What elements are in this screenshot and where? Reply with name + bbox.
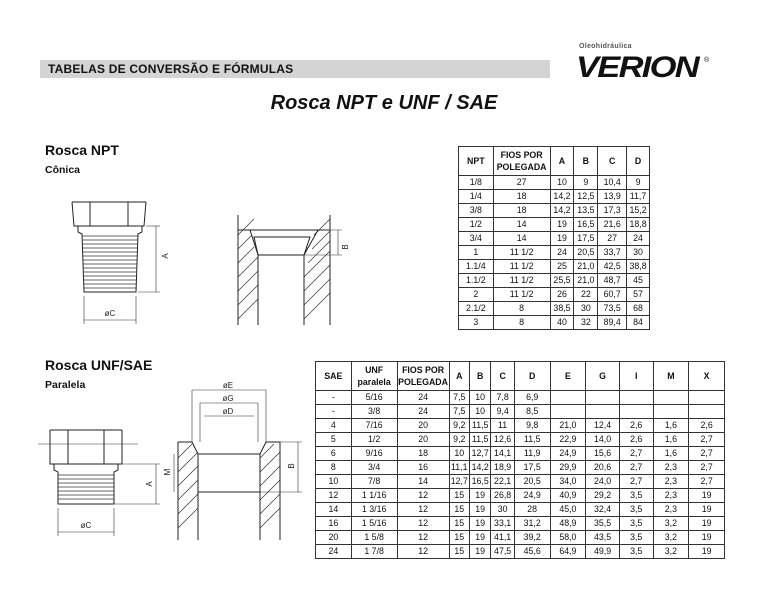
npt-table-row-cell: 18 <box>493 190 550 204</box>
unf-table-row-cell: 19 <box>689 517 725 531</box>
unf-table-row-cell: 6 <box>316 447 352 461</box>
unf-dim-g-label: øG <box>222 394 234 403</box>
npt-table-row <box>459 190 650 204</box>
npt-table-row-cell: 21,0 <box>574 260 598 274</box>
unf-table-row-cell: 2,7 <box>689 475 725 489</box>
unf-dim-m-label: M <box>163 468 172 476</box>
npt-table-row-cell: 8 <box>493 302 550 316</box>
unf-table-row-cell: 16,5 <box>469 475 490 489</box>
unf-table-row <box>316 433 725 447</box>
unf-table-row-cell: 19 <box>689 503 725 517</box>
npt-dim-c-label: øC <box>104 309 116 318</box>
npt-col-header: D <box>627 147 650 176</box>
unf-table-row-cell: 15 <box>449 545 469 559</box>
unf-table-row-cell: 19 <box>469 545 490 559</box>
unf-table-row-cell: 35,5 <box>586 517 620 531</box>
unf-table-row-cell: 45,6 <box>514 545 550 559</box>
unf-table-row-cell: 3,5 <box>619 503 653 517</box>
unf-table-row-cell: 20,5 <box>514 475 550 489</box>
npt-table-row-cell: 13,9 <box>598 190 627 204</box>
unf-table-row-cell: 1 5/16 <box>351 517 397 531</box>
unf-table-row-cell: 1,6 <box>653 433 689 447</box>
unf-table-row-cell: 20,6 <box>586 461 620 475</box>
npt-table-row-cell: 26 <box>550 288 574 302</box>
unf-table-row-cell: 10 <box>449 447 469 461</box>
npt-table-row <box>459 204 650 218</box>
unf-table-row-cell: 19 <box>689 531 725 545</box>
npt-table-row-cell: 48,7 <box>598 274 627 288</box>
unf-table-row-cell: 9/16 <box>351 447 397 461</box>
npt-dim-a-label: A <box>161 253 170 259</box>
npt-table-row-cell: 27 <box>493 176 550 190</box>
npt-table-row-cell: 32 <box>574 316 598 330</box>
unf-table-row-cell: 31,2 <box>514 517 550 531</box>
unf-table-row-cell: 10 <box>469 405 490 419</box>
unf-table-row-cell: 11,5 <box>514 433 550 447</box>
npt-table-row-cell: 73,5 <box>598 302 627 316</box>
unf-dim-e-label: øE <box>222 381 234 390</box>
npt-table-row <box>459 218 650 232</box>
unf-table-row-cell: 3,5 <box>619 531 653 545</box>
unf-table-row-cell: 2,7 <box>619 475 653 489</box>
npt-table-row-cell: 10 <box>550 176 574 190</box>
unf-table-row-cell: 19 <box>689 545 725 559</box>
npt-table-row-cell: 8 <box>493 316 550 330</box>
unf-table-row <box>316 447 725 461</box>
unf-table-row-cell: 2,3 <box>653 461 689 475</box>
unf-table-row-cell: 1 3/16 <box>351 503 397 517</box>
unf-table-row-cell: 2,7 <box>689 447 725 461</box>
unf-table-row-cell: 14,0 <box>586 433 620 447</box>
npt-col-header: NPT <box>459 147 494 176</box>
unf-table-row-cell: 28 <box>514 503 550 517</box>
unf-table-row-cell: 15 <box>449 503 469 517</box>
unf-table-row <box>316 391 725 405</box>
npt-table-row-cell: 14 <box>493 218 550 232</box>
unf-table-row-cell: 12,7 <box>469 447 490 461</box>
unf-table-row-cell: 64,9 <box>550 545 586 559</box>
npt-table-row-cell: 20,5 <box>574 246 598 260</box>
unf-dim-d-label: øD <box>222 407 234 416</box>
npt-table-row <box>459 176 650 190</box>
unf-table-row-cell: 19 <box>469 489 490 503</box>
unf-table-row-cell: 24,9 <box>514 489 550 503</box>
npt-col-header: A <box>550 147 574 176</box>
unf-table-row <box>316 419 725 433</box>
unf-table-row-cell: 45,0 <box>550 503 586 517</box>
unf-table-row-cell: 2,6 <box>689 419 725 433</box>
unf-table-row-cell: 19 <box>469 503 490 517</box>
unf-table-row-cell: 16 <box>397 461 449 475</box>
npt-table-row <box>459 232 650 246</box>
unf-table-row-cell: 24 <box>397 405 449 419</box>
unf-table-header <box>316 362 725 391</box>
unf-table-row-cell: 12 <box>397 517 449 531</box>
unf-table-row-cell: - <box>316 405 352 419</box>
unf-col-header: A <box>449 362 469 391</box>
unf-table-row-cell: - <box>316 391 352 405</box>
npt-table-row <box>459 316 650 330</box>
unf-col-header: UNF paralela <box>351 362 397 391</box>
unf-table-row-cell: 1,6 <box>653 419 689 433</box>
npt-table-row-cell: 84 <box>627 316 650 330</box>
unf-table-row-cell: 22,1 <box>491 475 514 489</box>
unf-table-row-cell: 12 <box>316 489 352 503</box>
unf-table-row-cell: 6,9 <box>514 391 550 405</box>
unf-col-header: C <box>491 362 514 391</box>
npt-col-header: B <box>574 147 598 176</box>
unf-table <box>315 361 725 559</box>
unf-section-title: Rosca UNF/SAE <box>45 357 153 373</box>
unf-table-row <box>316 475 725 489</box>
npt-table-row-cell: 10,4 <box>598 176 627 190</box>
npt-table-row-cell: 14 <box>493 232 550 246</box>
unf-table-row-cell: 17,5 <box>514 461 550 475</box>
unf-table-row-cell: 20 <box>316 531 352 545</box>
npt-table-row-cell: 3/8 <box>459 204 494 218</box>
unf-table-row-cell: 7,5 <box>449 391 469 405</box>
unf-table-row-cell: 12 <box>397 503 449 517</box>
unf-table-row-cell: 7/16 <box>351 419 397 433</box>
unf-table-row-cell: 19 <box>469 517 490 531</box>
unf-table-row-cell: 30 <box>491 503 514 517</box>
npt-table-row-cell: 14,2 <box>550 190 574 204</box>
npt-table-row-cell: 13,5 <box>574 204 598 218</box>
npt-col-header: FIOS POR POLEGADA <box>493 147 550 176</box>
unf-table-row-cell: 18 <box>397 447 449 461</box>
unf-table-row-cell: 7,5 <box>449 405 469 419</box>
npt-table-row-cell: 24 <box>550 246 574 260</box>
unf-col-header: E <box>550 362 586 391</box>
unf-table-row-cell: 2,3 <box>653 489 689 503</box>
unf-table-row-cell: 2,3 <box>653 475 689 489</box>
brand-registered-mark: ® <box>704 57 710 64</box>
unf-table-row-cell: 39,2 <box>514 531 550 545</box>
npt-table-row-cell: 18 <box>493 204 550 218</box>
unf-table-row-cell: 2,7 <box>689 433 725 447</box>
npt-table-row-cell: 19 <box>550 232 574 246</box>
unf-table-row-cell: 9,2 <box>449 433 469 447</box>
npt-table-row-cell: 1/2 <box>459 218 494 232</box>
unf-table-row-cell: 9,8 <box>514 419 550 433</box>
unf-table-row-cell <box>619 405 653 419</box>
npt-table-row-cell: 14,2 <box>550 204 574 218</box>
unf-col-header: B <box>469 362 490 391</box>
unf-col-header: M <box>653 362 689 391</box>
unf-table-row-cell: 1 5/8 <box>351 531 397 545</box>
unf-table-row-cell: 3,2 <box>653 531 689 545</box>
npt-table-row <box>459 302 650 316</box>
unf-section-subtitle: Paralela <box>45 379 86 391</box>
unf-table-row-cell: 20 <box>397 419 449 433</box>
unf-table-row-cell: 3,5 <box>619 545 653 559</box>
unf-table-row <box>316 405 725 419</box>
npt-male-fitting-drawing <box>60 192 200 332</box>
unf-dim-b-label: B <box>287 463 296 469</box>
npt-table-row-cell: 33,7 <box>598 246 627 260</box>
npt-table-header <box>459 147 650 176</box>
unf-table-row-cell: 15 <box>449 531 469 545</box>
npt-section-title: Rosca NPT <box>45 142 119 158</box>
npt-table-row-cell: 11,7 <box>627 190 650 204</box>
unf-table-row-cell: 43,5 <box>586 531 620 545</box>
unf-table-row-cell: 10 <box>316 475 352 489</box>
unf-table-row <box>316 461 725 475</box>
unf-table-row-cell: 19 <box>689 489 725 503</box>
unf-table-row-cell: 24 <box>316 545 352 559</box>
unf-table-row-cell: 15 <box>449 489 469 503</box>
npt-table-row-cell: 40 <box>550 316 574 330</box>
unf-table-row-cell: 10 <box>469 391 490 405</box>
npt-table <box>458 146 650 330</box>
npt-female-port-drawing <box>230 215 370 355</box>
unf-dim-c-label: øC <box>80 521 92 530</box>
unf-table-row-cell: 21,0 <box>550 419 586 433</box>
unf-table-row-cell <box>550 405 586 419</box>
npt-table-row-cell: 3 <box>459 316 494 330</box>
npt-section-subtitle: Cônica <box>45 164 81 176</box>
unf-table-row-cell: 11,5 <box>469 419 490 433</box>
unf-col-header: X <box>689 362 725 391</box>
unf-table-row-cell <box>653 405 689 419</box>
unf-table-row-cell: 18,9 <box>491 461 514 475</box>
unf-table-row-cell: 2,7 <box>619 461 653 475</box>
unf-table-row-cell: 41,1 <box>491 531 514 545</box>
npt-col-header: C <box>598 147 627 176</box>
npt-table-row-cell: 11 1/2 <box>493 288 550 302</box>
unf-table-row-cell: 12,4 <box>586 419 620 433</box>
unf-male-fitting-drawing <box>38 420 178 560</box>
unf-table-row-cell: 15,6 <box>586 447 620 461</box>
unf-table-row-cell: 12,7 <box>449 475 469 489</box>
unf-col-header: G <box>586 362 620 391</box>
unf-col-header: FIOS POR POLEGADA <box>397 362 449 391</box>
unf-table-row-cell: 33,1 <box>491 517 514 531</box>
unf-table-row-cell: 3,5 <box>619 517 653 531</box>
unf-table-row-cell: 12 <box>397 545 449 559</box>
npt-table-row-cell: 1 <box>459 246 494 260</box>
npt-table-row-cell: 12,5 <box>574 190 598 204</box>
unf-table-row-cell: 8 <box>316 461 352 475</box>
brand-logo: VERION <box>576 51 698 84</box>
unf-table-row-cell: 40,9 <box>550 489 586 503</box>
npt-table-row <box>459 246 650 260</box>
npt-table-row-cell: 25,5 <box>550 274 574 288</box>
unf-table-row <box>316 489 725 503</box>
unf-table-row-cell: 11 <box>491 419 514 433</box>
unf-table-row-cell: 47,5 <box>491 545 514 559</box>
unf-table-row <box>316 517 725 531</box>
npt-table-row-cell: 17,5 <box>574 232 598 246</box>
unf-table-row-cell: 12,6 <box>491 433 514 447</box>
page-title: Rosca NPT e UNF / SAE <box>270 92 498 114</box>
npt-table-row-cell: 21,0 <box>574 274 598 288</box>
unf-table-row-cell: 15 <box>449 517 469 531</box>
npt-table-row-cell: 1.1/2 <box>459 274 494 288</box>
npt-dim-b-label: B <box>341 244 350 250</box>
unf-table-row-cell <box>689 391 725 405</box>
unf-table-row-cell: 24 <box>397 391 449 405</box>
npt-table-row-cell: 19 <box>550 218 574 232</box>
npt-table-row-cell: 9 <box>574 176 598 190</box>
unf-table-row-cell: 5/16 <box>351 391 397 405</box>
unf-table-row-cell: 24,0 <box>586 475 620 489</box>
unf-table-row-cell: 11,9 <box>514 447 550 461</box>
npt-table-row-cell: 60,7 <box>598 288 627 302</box>
unf-table-row-cell: 12 <box>397 489 449 503</box>
npt-table-row-cell: 42,5 <box>598 260 627 274</box>
unf-col-header: D <box>514 362 550 391</box>
npt-table-row <box>459 288 650 302</box>
unf-table-row-cell <box>586 405 620 419</box>
unf-table-row-cell <box>653 391 689 405</box>
npt-table-row-cell: 68 <box>627 302 650 316</box>
unf-table-row-cell: 1 7/8 <box>351 545 397 559</box>
unf-table-row-cell: 20 <box>397 433 449 447</box>
unf-table-row-cell: 14,1 <box>491 447 514 461</box>
unf-table-row-cell: 2,6 <box>619 419 653 433</box>
npt-table-row-cell: 18,8 <box>627 218 650 232</box>
unf-table-row-cell <box>586 391 620 405</box>
unf-table-row-cell <box>689 405 725 419</box>
npt-table-row-cell: 9 <box>627 176 650 190</box>
npt-table-row-cell: 3/4 <box>459 232 494 246</box>
npt-table-row-cell: 30 <box>574 302 598 316</box>
npt-table-row-cell: 24 <box>627 232 650 246</box>
npt-table-row <box>459 260 650 274</box>
unf-female-port-drawing <box>163 380 320 550</box>
npt-table-row-cell: 2 <box>459 288 494 302</box>
npt-table-row-cell: 57 <box>627 288 650 302</box>
unf-table-row-cell <box>619 391 653 405</box>
npt-table-row-cell: 17,3 <box>598 204 627 218</box>
npt-table-row-cell: 1/8 <box>459 176 494 190</box>
unf-table-row-cell: 14 <box>397 475 449 489</box>
unf-table-row-cell: 32,4 <box>586 503 620 517</box>
unf-table-row-cell: 26,8 <box>491 489 514 503</box>
unf-table-row-cell: 3,2 <box>653 545 689 559</box>
unf-table-row-cell: 48,9 <box>550 517 586 531</box>
unf-table-row-cell: 29,2 <box>586 489 620 503</box>
unf-table-row-cell: 16 <box>316 517 352 531</box>
unf-table-row-cell: 58,0 <box>550 531 586 545</box>
unf-table-row <box>316 545 725 559</box>
unf-col-header: SAE <box>316 362 352 391</box>
unf-table-row <box>316 503 725 517</box>
unf-table-row-cell: 3/8 <box>351 405 397 419</box>
unf-table-row-cell: 2,3 <box>653 503 689 517</box>
npt-table-row-cell: 38,5 <box>550 302 574 316</box>
npt-table-row-cell: 25 <box>550 260 574 274</box>
unf-dim-a-label: A <box>145 481 154 487</box>
unf-table-row-cell: 7,8 <box>491 391 514 405</box>
unf-table-row-cell: 22,9 <box>550 433 586 447</box>
npt-table-row-cell: 11 1/2 <box>493 260 550 274</box>
npt-table-row-cell: 22 <box>574 288 598 302</box>
npt-table-row <box>459 274 650 288</box>
unf-table-row-cell: 1/2 <box>351 433 397 447</box>
brand-tagline: Oleohidráulica <box>579 43 632 50</box>
unf-table-row-cell: 14 <box>316 503 352 517</box>
npt-table-row-cell: 16,5 <box>574 218 598 232</box>
unf-table-row-cell: 11,1 <box>449 461 469 475</box>
unf-table-row-cell: 11,5 <box>469 433 490 447</box>
npt-table-row-cell: 2.1/2 <box>459 302 494 316</box>
npt-table-row-cell: 21,6 <box>598 218 627 232</box>
unf-col-header: I <box>619 362 653 391</box>
unf-table-row-cell: 14,2 <box>469 461 490 475</box>
unf-table-row <box>316 531 725 545</box>
unf-table-row-cell: 4 <box>316 419 352 433</box>
unf-table-row-cell: 5 <box>316 433 352 447</box>
unf-table-row-cell: 49,9 <box>586 545 620 559</box>
npt-table-row-cell: 45 <box>627 274 650 288</box>
section-label: TABELAS DE CONVERSÃO E FÓRMULAS <box>48 62 294 76</box>
unf-table-row-cell: 1,6 <box>653 447 689 461</box>
unf-table-row-cell: 7/8 <box>351 475 397 489</box>
unf-table-row-cell <box>550 391 586 405</box>
unf-table-row-cell: 2,6 <box>619 433 653 447</box>
unf-table-row-cell: 34,0 <box>550 475 586 489</box>
npt-table-row-cell: 1.1/4 <box>459 260 494 274</box>
unf-table-row-cell: 9,2 <box>449 419 469 433</box>
npt-table-row-cell: 27 <box>598 232 627 246</box>
npt-table-row-cell: 11 1/2 <box>493 274 550 288</box>
unf-table-row-cell: 3/4 <box>351 461 397 475</box>
unf-table-row-cell: 12 <box>397 531 449 545</box>
npt-table-row-cell: 38,8 <box>627 260 650 274</box>
unf-table-row-cell: 8,5 <box>514 405 550 419</box>
unf-table-row-cell: 29,9 <box>550 461 586 475</box>
npt-table-row-cell: 1/4 <box>459 190 494 204</box>
unf-table-row-cell: 19 <box>469 531 490 545</box>
unf-table-row-cell: 24,9 <box>550 447 586 461</box>
npt-table-row-cell: 11 1/2 <box>493 246 550 260</box>
unf-table-row-cell: 3,2 <box>653 517 689 531</box>
unf-table-row-cell: 2,7 <box>689 461 725 475</box>
unf-table-row-cell: 3,5 <box>619 489 653 503</box>
npt-table-row-cell: 30 <box>627 246 650 260</box>
npt-table-row-cell: 89,4 <box>598 316 627 330</box>
npt-table-row-cell: 15,2 <box>627 204 650 218</box>
unf-table-row-cell: 9,4 <box>491 405 514 419</box>
unf-table-row-cell: 2,7 <box>619 447 653 461</box>
unf-table-row-cell: 1 1/16 <box>351 489 397 503</box>
